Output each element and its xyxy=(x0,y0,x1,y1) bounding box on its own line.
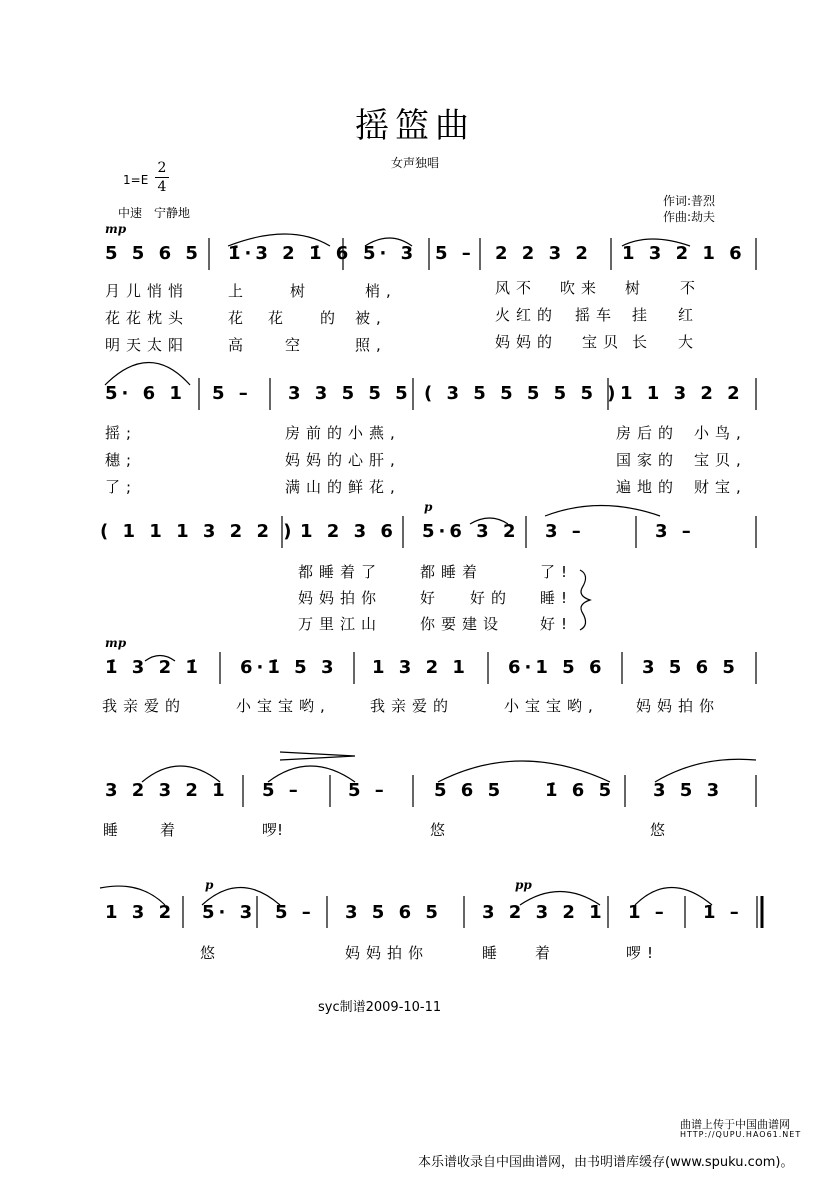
lyric: 妈妈拍你 xyxy=(298,589,383,607)
measure-notes: 1 3 2 1 xyxy=(372,657,469,678)
subtitle: 女声独唱 xyxy=(390,156,439,170)
measure-notes: 3 5 6 5 xyxy=(345,902,442,923)
lyric: 啰! xyxy=(262,821,284,839)
slur xyxy=(438,761,610,782)
lyric: 大 xyxy=(678,333,700,351)
slur xyxy=(545,506,660,517)
dynamic-mark: mp xyxy=(105,636,127,650)
key-signature: 1=E xyxy=(123,173,149,187)
lyric: 挂 xyxy=(632,306,654,324)
page-title: 摇篮曲 xyxy=(355,106,475,146)
lyric: 花花枕头 xyxy=(105,309,190,327)
lyric: 好! xyxy=(540,615,574,633)
measure-notes: 5 – xyxy=(435,243,475,264)
measure-notes: 1̇ 6 5 xyxy=(545,780,616,801)
lyric: 的 xyxy=(320,309,342,327)
lyric: 万里江山 xyxy=(298,615,383,633)
lyric: 吹来 xyxy=(560,279,603,297)
lyric: 风不 xyxy=(495,279,538,297)
measure-notes: ( 1 1 1 3 2 2 ) xyxy=(100,521,296,542)
measure-notes: 2 2 3 2 xyxy=(495,243,592,264)
lyric: 好的 xyxy=(470,589,513,607)
lyric: 花 xyxy=(228,309,250,327)
measure-notes: 3 3 5 5 5 xyxy=(288,383,412,404)
dynamic-mark: p xyxy=(424,500,433,514)
measure-notes: 3 2 3 2 1 xyxy=(482,902,606,923)
measure-notes: 1̇·3 2 1̇ 6 xyxy=(228,243,353,264)
measure-notes: 5 – xyxy=(262,780,302,801)
measure-notes: 5· 6 1 xyxy=(105,383,186,404)
lyric: 摇; xyxy=(105,424,138,442)
time-signature-bottom: 4 xyxy=(157,179,167,195)
lyricist-credit: 作词:普烈 xyxy=(663,194,716,208)
measure-notes: 5 – xyxy=(275,902,315,923)
measure-notes: ( 3 5 5 5 5 5 ) xyxy=(424,383,620,404)
lyric: 不 xyxy=(680,279,702,297)
lyric: 遍地的 xyxy=(616,478,680,496)
measure-notes: 5 – xyxy=(348,780,388,801)
lyric: 摇车 xyxy=(575,306,618,324)
composer-credit: 作曲:劫夫 xyxy=(663,210,716,224)
lyric: 房后的 xyxy=(616,424,680,442)
measure-notes: 5·6 3 2 xyxy=(422,521,520,542)
lyric: 火红的 xyxy=(495,306,559,324)
lyric: 我亲爱的 xyxy=(102,697,187,715)
measure-notes: 5 6 5 xyxy=(434,780,505,801)
measure-notes: 3 – xyxy=(655,521,695,542)
lyric: 着 xyxy=(535,944,557,962)
lyric: 你要建设 xyxy=(420,615,505,633)
lyric: 树 xyxy=(290,282,312,300)
measure-notes: 3 5 3 xyxy=(653,780,724,801)
lyric: 房前的小燕, xyxy=(285,424,401,442)
lyric: 悠 xyxy=(200,944,222,962)
source-note: 本乐谱收录自中国曲谱网，由书明谱库缓存(www.spuku.com)。 xyxy=(418,1155,794,1170)
lyric: 穗; xyxy=(105,451,138,469)
lyric: 梢, xyxy=(365,282,397,300)
measure-notes: 1̇ 3 2 1̇ xyxy=(105,657,202,678)
lyric: 小鸟, xyxy=(694,424,747,442)
lyric: 悠 xyxy=(430,821,446,839)
time-signature-top: 2 xyxy=(157,160,167,176)
watermark-line-1: 曲谱上传于中国曲谱网 xyxy=(680,1118,790,1131)
lyric: 空 xyxy=(285,336,307,354)
lyric: 高 xyxy=(228,336,250,354)
measure-notes: 1 – xyxy=(628,902,668,923)
measure-notes: 6·1 5 6 xyxy=(508,657,606,678)
dynamic-mark: mp xyxy=(105,222,127,236)
measure-notes: 1 3 2 1 6 xyxy=(622,243,746,264)
lyric: 国家的 xyxy=(616,451,680,469)
measure-notes: 3 5 6 5 xyxy=(642,657,739,678)
lyric: 啰! xyxy=(626,944,660,962)
lyric: 睡! xyxy=(540,589,574,607)
decrescendo-hairpin xyxy=(280,752,355,760)
lyric: 妈妈的 xyxy=(495,333,559,351)
measure-notes: 5 – xyxy=(212,383,252,404)
lyric: 小宝宝哟, xyxy=(236,697,331,715)
lyric: 明天太阳 xyxy=(105,336,190,354)
measure-notes: 5 5 6 5 xyxy=(105,243,202,264)
lyric: 都睡着 xyxy=(420,563,484,581)
lyric: 满山的鲜花, xyxy=(285,478,401,496)
measure-notes: 1 3 2 xyxy=(105,902,176,923)
lyric: 睡 xyxy=(103,821,119,839)
dynamic-mark: p xyxy=(205,878,214,892)
maker-credit: syc制谱2009-10-11 xyxy=(318,1000,442,1015)
measure-notes: 6·1̇ 5 3 xyxy=(240,657,338,678)
lyric: 被, xyxy=(355,309,387,327)
slur xyxy=(105,363,190,386)
brace xyxy=(580,570,590,630)
lyric: 都睡着了 xyxy=(298,563,383,581)
measure-notes: 3 – xyxy=(545,521,585,542)
measure-notes: 5· 3 xyxy=(202,902,257,923)
lyric: 好 xyxy=(420,589,442,607)
lyric: 妈妈的心肝, xyxy=(285,451,401,469)
lyric: 财宝, xyxy=(694,478,747,496)
lyric: 妈妈拍你 xyxy=(345,944,430,962)
lyric: 花 xyxy=(268,309,290,327)
lyric: 宝贝, xyxy=(694,451,747,469)
watermark-line-2: HTTP://QUPU.HAO61.NET xyxy=(680,1130,802,1139)
lyric: 着 xyxy=(160,821,176,839)
tempo-marking: 中速 宁静地 xyxy=(118,206,191,220)
lyric: 了; xyxy=(105,478,138,496)
lyric: 红 xyxy=(678,306,700,324)
dynamic-mark: pp xyxy=(515,878,532,892)
lyric: 了! xyxy=(540,563,574,581)
lyric: 妈妈拍你 xyxy=(636,697,721,715)
lyric: 我亲爱的 xyxy=(370,697,455,715)
lyric: 树 xyxy=(625,279,647,297)
lyric: 宝贝 xyxy=(582,333,625,351)
lyric: 睡 xyxy=(482,944,504,962)
lyric: 照, xyxy=(355,336,387,354)
lyric: 上 xyxy=(228,282,250,300)
lyric: 长 xyxy=(632,333,654,351)
measure-notes: 5· 3 xyxy=(363,243,418,264)
slur xyxy=(655,759,756,782)
measure-notes: 1 – xyxy=(703,902,743,923)
lyric: 悠 xyxy=(650,821,666,839)
measure-notes: 1 2 3 6 xyxy=(300,521,397,542)
measure-notes: 1 1 3 2 2 xyxy=(620,383,744,404)
lyric: 小宝宝哟, xyxy=(504,697,599,715)
measure-notes: 3 2 3 2 1 xyxy=(105,780,229,801)
lyric: 月儿悄悄 xyxy=(105,282,190,300)
time-signature xyxy=(155,160,169,195)
